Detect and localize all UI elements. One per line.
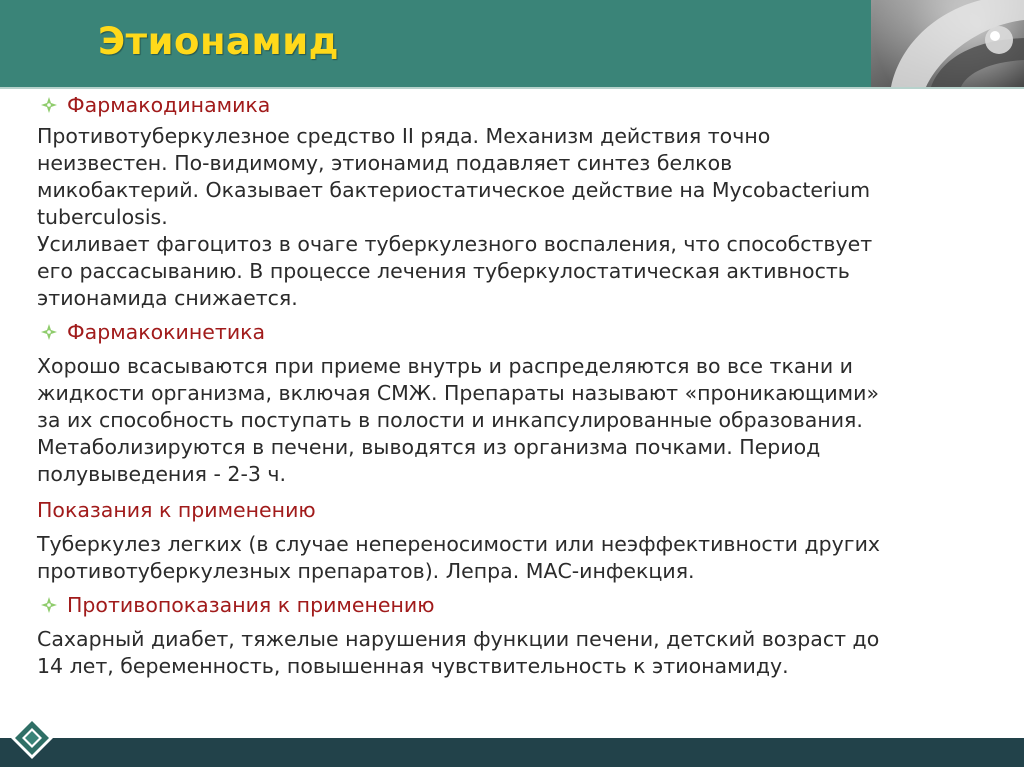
title-bar-divider xyxy=(0,87,1024,89)
contra-line-2: 14 лет, беременность, повышенная чувствительность к этионамиду. xyxy=(37,654,789,678)
section-heading-pharmacodynamics: Фармакодинамика xyxy=(67,93,271,117)
pk-line-5: полувыведения - 2-3 ч. xyxy=(37,462,287,486)
pd-line-3: микобактерий. Оказывает бактериостатическое действие на Mycobacterium xyxy=(37,178,871,202)
section-heading-pharmacokinetics: Фармакокинетика xyxy=(67,320,266,344)
pd-line-5: Усиливает фагоцитоз в очаге туберкулезного воспаления, что способствует xyxy=(37,232,873,256)
pk-line-4: Метаболизируются в печени, выводятся из организма почками. Период xyxy=(37,435,821,459)
pk-line-3: за их способность поступать в полости и инкапсулированные образования. xyxy=(37,408,863,432)
pk-line-2: жидкости организма, включая СМЖ. Препараты называют «проникающими» xyxy=(37,381,880,405)
diamond-bullet-icon xyxy=(41,97,57,113)
pd-line-6: его рассасыванию. В процессе лечения туберкулостатическая активность xyxy=(37,259,850,283)
decorative-metal-image xyxy=(871,0,1024,87)
diamond-bullet-icon xyxy=(41,324,57,340)
pd-line-4: tuberculosis. xyxy=(37,205,168,229)
section-heading-indications: Показания к применению xyxy=(37,498,316,522)
ind-line-1: Туберкулез легких (в случае непереносимости или неэффективности других xyxy=(37,532,881,556)
ind-line-2: противотуберкулезных препаратов). Лепра. МАС-инфекция. xyxy=(37,559,695,583)
slide-title: Этионамид xyxy=(98,20,340,63)
footer-bar xyxy=(0,738,1024,767)
contra-line-1: Сахарный диабет, тяжелые нарушения функции печени, детский возраст до xyxy=(37,627,880,651)
section-heading-contraindications: Противопоказания к применению xyxy=(67,593,435,617)
diamond-logo-icon xyxy=(10,716,54,760)
pd-line-2: неизвестен. По-видимому, этионамид подавляет синтез белков xyxy=(37,151,733,175)
pd-line-7: этионамида снижается. xyxy=(37,286,298,310)
pk-line-1: Хорошо всасываются при приеме внутрь и распределяются во все ткани и xyxy=(37,354,853,378)
pd-line-1: Противотуберкулезное средство II ряда. Механизм действия точно xyxy=(37,124,771,148)
diamond-bullet-icon xyxy=(41,597,57,613)
